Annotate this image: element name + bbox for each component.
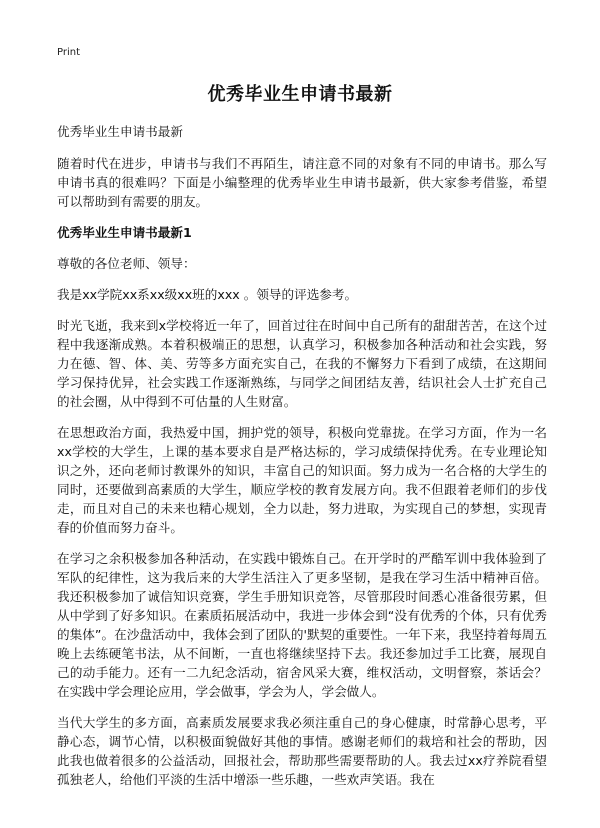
page-title: 优秀毕业生申请书最新 <box>207 84 393 105</box>
section-heading: 优秀毕业生申请书最新1 <box>57 225 192 240</box>
greeting: 尊敬的各位老师、领导： <box>57 256 196 271</box>
article-subtitle: 优秀毕业生申请书最新 <box>57 124 183 139</box>
body-paragraph: 在思想政治方面，我热爱中国，拥护党的领导，积极向党靠拢。在学习方面，作为一名xx学校的大学生，上课的基本要求自是严格达标的，学习成绩保持优秀。在专业理论知识之外，还向老师讨教课外的知识，丰富自己的知识面。努力成为一名合格的大学生的同时，还要做到高素质的大学生，顺应学校的教育发展方向。我不但跟着老师们的步伐走，而且对自己的未来也精心规划，全力以赴，努力进取，为实现自己的梦想，实现青春的价值而努力奋斗。 <box>57 425 547 535</box>
self-intro: 我是xx学院xx系xx级xx班的xxx 。领导的评选参考。 <box>57 287 358 302</box>
body-paragraph: 当代大学生的多方面，高素质发展要求我必须注重自己的身心健康，时常静心思考，平静心态，调节心情，以积极面貌做好其他的事情。感谢老师们的栽培和社会的帮助，因此我也做着很多的公益活动，回报社会，帮助那些需要帮助的人。我去过xx疗养院看望孤独老人，给他们平淡的生活中增添一些乐趣，一些欢声笑语。我在 <box>57 715 547 787</box>
intro-paragraph: 随着时代在进步，申请书与我们不再陌生，请注意不同的对象有不同的申请书。那么写申请书真的很难吗？下面是小编整理的优秀毕业生申请书最新，供大家参考借鉴，希望可以帮助到有需要的朋友。 <box>57 156 547 209</box>
article-body <box>57 122 547 801</box>
body-paragraph: 在学习之余积极参加各种活动，在实践中锻炼自己。在开学时的严酷军训中我体验到了军队的纪律性，这为我后来的大学生活注入了更多坚韧，是我在学习生活中精神百倍。我还积极参加了诚信知识竞赛，学生手册知识竞答，尽管那段时间悉心准备很劳累，但从中学到了好多知识。在素质拓展活动中，我进一步体会到“没有优秀的个体，只有优秀的集体”。在沙盘活动中，我体会到了团队的'默契的重要性。一年下来，我坚持着每周五晚上去练硬笔书法，从不间断，一直也将继续坚持下去。我还参加过手工比赛，展现自己的动手能力。还有一二九纪念活动，宿舍风采大赛，维权活动，文明督察，茶话会？在实践中学会理论应用，学会做事，学会为人，学会做人。 <box>57 551 547 699</box>
body-paragraph: 时光飞逝，我来到x学校将近一年了，回首过往在时间中自己所有的甜甜苦苦，在这个过程中我逐渐成熟。本着积极端正的思想，认真学习，积极参加各种活动和社会实践，努力在德、智、体、美、劳等多方面充实自己，在我的不懈努力下看到了成绩，在这期间学习保持优异，社会实践工作逐渐熟练，与同学之间团结友善，结识社会人士扩充自己的社会圈，从中得到不可估量的人生财富。 <box>57 318 547 409</box>
print-link[interactable]: Print <box>57 47 81 58</box>
